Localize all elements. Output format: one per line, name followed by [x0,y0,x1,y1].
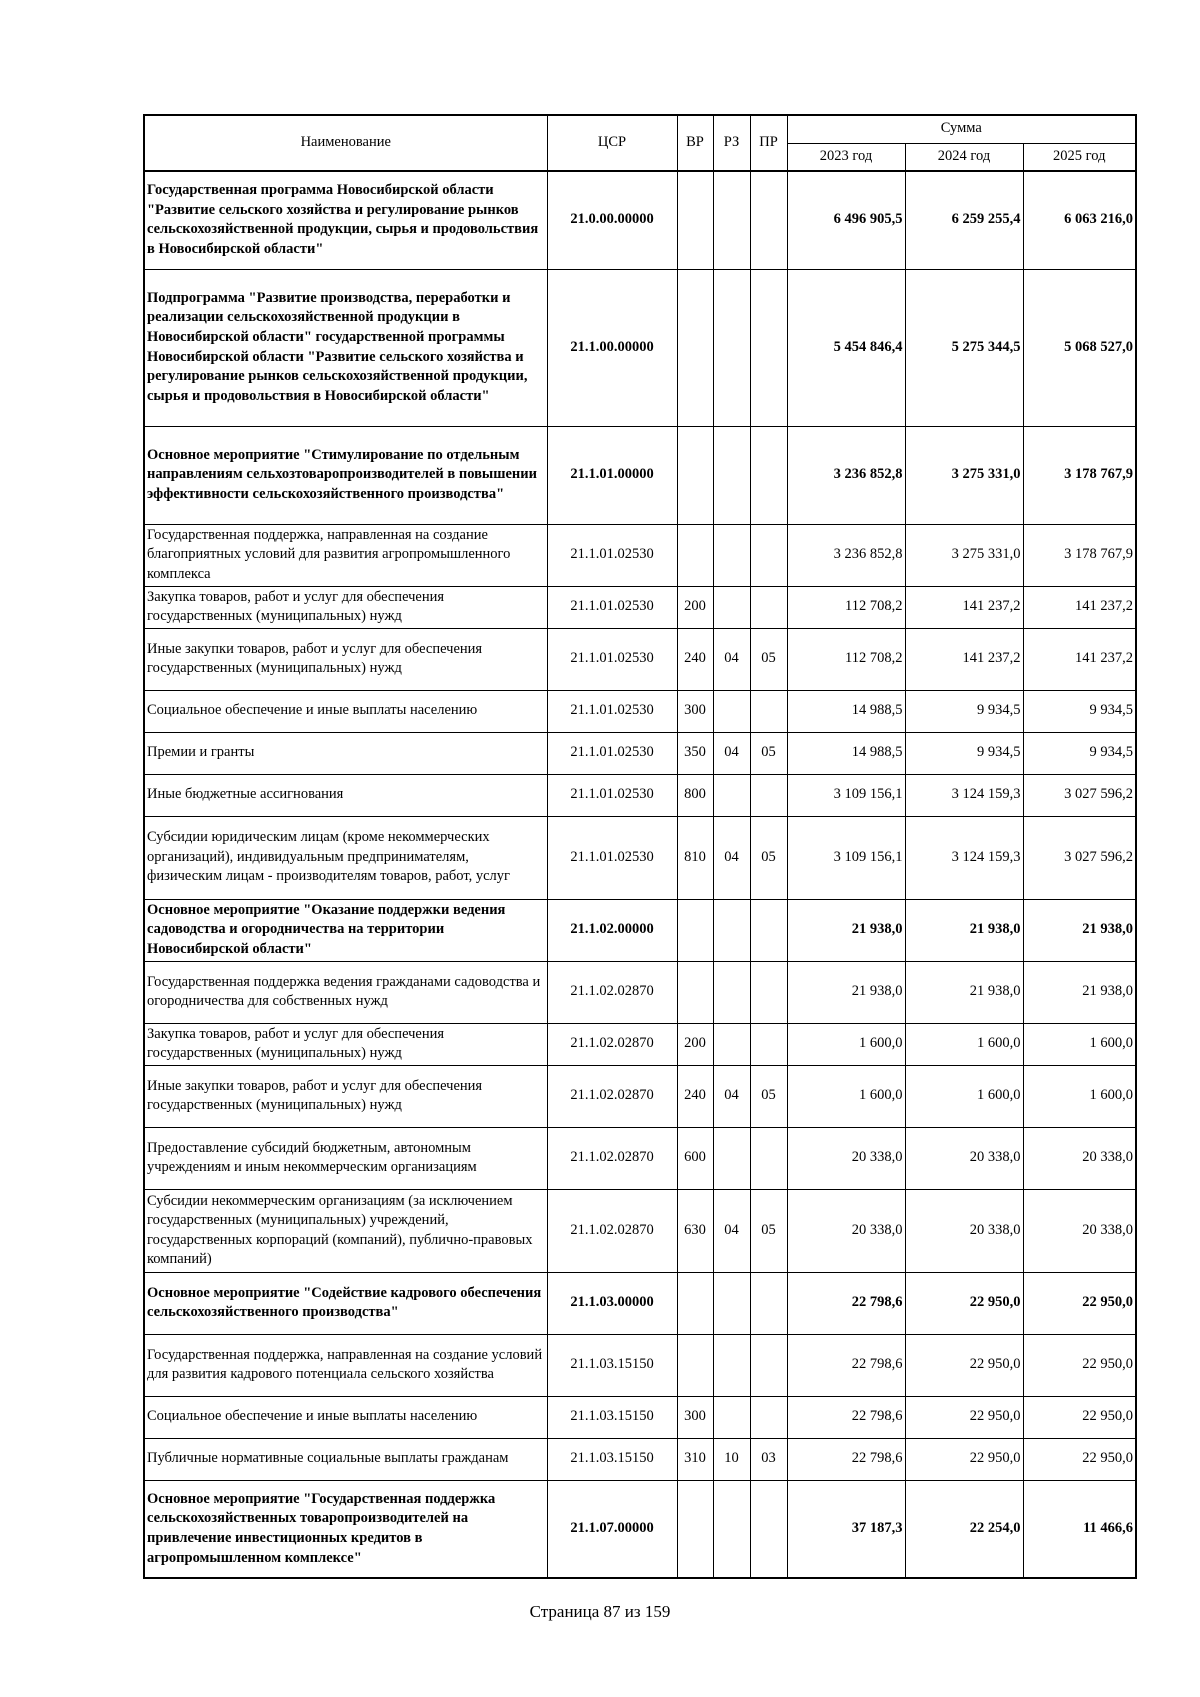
cell-pr [750,774,787,816]
cell-y2024: 1 600,0 [905,1065,1023,1127]
cell-name: Государственная поддержка, направленная на создание условий для развития кадрового потенциала сельского хозяйства [144,1334,547,1396]
cell-y2025: 1 600,0 [1023,1065,1136,1127]
cell-vr [677,426,713,524]
cell-vr [677,171,713,269]
table-row [144,1396,1136,1438]
cell-y2025: 22 950,0 [1023,1272,1136,1334]
cell-y2025: 6 063 216,0 [1023,171,1136,269]
header-vr: ВР [677,115,713,171]
cell-pr: 03 [750,1438,787,1480]
cell-y2023: 112 708,2 [787,586,905,628]
cell-name: Государственная программа Новосибирской области "Развитие сельского хозяйства и регулирование рынков сельскохозяйственной продукции, сырья и продовольствия в Новосибирской области" [144,171,547,269]
table-row [144,586,1136,628]
cell-y2023: 21 938,0 [787,961,905,1023]
cell-y2025: 20 338,0 [1023,1127,1136,1189]
cell-y2023: 1 600,0 [787,1023,905,1065]
cell-vr [677,1272,713,1334]
cell-csr: 21.1.03.15150 [547,1438,677,1480]
cell-y2024: 22 950,0 [905,1438,1023,1480]
cell-rz [713,961,750,1023]
cell-vr: 200 [677,586,713,628]
cell-y2025: 3 178 767,9 [1023,524,1136,586]
table-row [144,628,1136,690]
cell-y2023: 22 798,6 [787,1438,905,1480]
cell-y2024: 20 338,0 [905,1127,1023,1189]
cell-vr: 600 [677,1127,713,1189]
cell-pr [750,1396,787,1438]
cell-y2024: 21 938,0 [905,961,1023,1023]
table-row [144,1438,1136,1480]
table-row [144,524,1136,586]
table-row [144,269,1136,426]
header-sum: Сумма [787,115,1136,143]
table-row [144,1189,1136,1272]
cell-y2025: 3 178 767,9 [1023,426,1136,524]
cell-y2024: 3 275 331,0 [905,524,1023,586]
table-row [144,1334,1136,1396]
cell-y2024: 3 124 159,3 [905,816,1023,899]
cell-pr: 05 [750,1065,787,1127]
cell-vr: 800 [677,774,713,816]
cell-vr: 200 [677,1023,713,1065]
cell-y2023: 14 988,5 [787,732,905,774]
cell-y2024: 9 934,5 [905,690,1023,732]
cell-y2024: 6 259 255,4 [905,171,1023,269]
cell-y2024: 5 275 344,5 [905,269,1023,426]
header-2025: 2025 год [1023,143,1136,171]
cell-vr [677,1334,713,1396]
cell-y2025: 21 938,0 [1023,899,1136,961]
cell-name: Иные закупки товаров, работ и услуг для обеспечения государственных (муниципальных) нужд [144,628,547,690]
cell-pr [750,426,787,524]
cell-y2023: 22 798,6 [787,1272,905,1334]
cell-y2023: 20 338,0 [787,1127,905,1189]
cell-name: Основное мероприятие "Оказание поддержки ведения садоводства и огородничества на территории Новосибирской области" [144,899,547,961]
cell-y2025: 141 237,2 [1023,628,1136,690]
cell-rz [713,269,750,426]
table-row [144,1065,1136,1127]
cell-pr [750,524,787,586]
cell-y2023: 14 988,5 [787,690,905,732]
cell-pr [750,899,787,961]
cell-csr: 21.1.02.02870 [547,961,677,1023]
cell-name: Государственная поддержка, направленная на создание благоприятных условий для развития агропромышленного комплекса [144,524,547,586]
cell-vr: 240 [677,628,713,690]
cell-y2025: 9 934,5 [1023,732,1136,774]
cell-name: Закупка товаров, работ и услуг для обеспечения государственных (муниципальных) нужд [144,1023,547,1065]
cell-y2025: 5 068 527,0 [1023,269,1136,426]
cell-rz [713,1334,750,1396]
cell-vr: 310 [677,1438,713,1480]
cell-vr: 810 [677,816,713,899]
cell-rz: 04 [713,732,750,774]
cell-csr: 21.1.01.02530 [547,524,677,586]
cell-pr [750,1480,787,1578]
cell-name: Иные закупки товаров, работ и услуг для обеспечения государственных (муниципальных) нужд [144,1065,547,1127]
cell-rz [713,1272,750,1334]
cell-pr [750,961,787,1023]
cell-y2024: 22 950,0 [905,1396,1023,1438]
table-row [144,690,1136,732]
header-pr: ПР [750,115,787,171]
cell-pr [750,586,787,628]
header-2023: 2023 год [787,143,905,171]
cell-rz [713,524,750,586]
cell-name: Основное мероприятие "Государственная поддержка сельскохозяйственных товаропроизводителей на привлечение инвестиционных кредитов в агропромышленном комплексе" [144,1480,547,1578]
cell-csr: 21.1.01.02530 [547,690,677,732]
cell-y2025: 11 466,6 [1023,1480,1136,1578]
header-name: Наименование [144,115,547,171]
cell-csr: 21.1.01.02530 [547,732,677,774]
cell-csr: 21.1.02.02870 [547,1127,677,1189]
cell-name: Иные бюджетные ассигнования [144,774,547,816]
cell-csr: 21.1.03.15150 [547,1396,677,1438]
cell-csr: 21.1.07.00000 [547,1480,677,1578]
cell-y2024: 21 938,0 [905,899,1023,961]
cell-y2024: 141 237,2 [905,586,1023,628]
cell-rz: 04 [713,816,750,899]
cell-name: Основное мероприятие "Содействие кадрового обеспечения сельскохозяйственного производства" [144,1272,547,1334]
cell-y2025: 9 934,5 [1023,690,1136,732]
budget-table [143,114,1137,1579]
cell-rz [713,899,750,961]
cell-y2023: 37 187,3 [787,1480,905,1578]
cell-y2025: 3 027 596,2 [1023,816,1136,899]
cell-name: Предоставление субсидий бюджетным, автономным учреждениям и иным некоммерческим организациям [144,1127,547,1189]
cell-vr [677,269,713,426]
cell-vr [677,961,713,1023]
cell-vr [677,524,713,586]
page-number: Страница 87 из 159 [529,1602,671,1621]
cell-y2023: 3 109 156,1 [787,774,905,816]
table-row [144,774,1136,816]
cell-pr: 05 [750,628,787,690]
cell-rz: 10 [713,1438,750,1480]
table-header [144,115,1136,171]
cell-vr: 240 [677,1065,713,1127]
cell-y2023: 20 338,0 [787,1189,905,1272]
cell-csr: 21.1.02.02870 [547,1065,677,1127]
cell-y2024: 22 950,0 [905,1334,1023,1396]
cell-rz [713,690,750,732]
cell-y2025: 22 950,0 [1023,1396,1136,1438]
cell-y2023: 3 109 156,1 [787,816,905,899]
cell-rz: 04 [713,1189,750,1272]
cell-y2024: 141 237,2 [905,628,1023,690]
cell-name: Субсидии юридическим лицам (кроме некоммерческих организаций), индивидуальным предпринимателям, физическим лицам - производителям товаров, работ, услуг [144,816,547,899]
cell-pr [750,1127,787,1189]
table-body [144,171,1136,1578]
cell-vr [677,899,713,961]
table-row [144,899,1136,961]
table-row [144,1480,1136,1578]
cell-pr [750,269,787,426]
table-row [144,1272,1136,1334]
cell-name: Государственная поддержка ведения гражданами садоводства и огородничества для собственных нужд [144,961,547,1023]
cell-y2024: 3 124 159,3 [905,774,1023,816]
table-row [144,1023,1136,1065]
header-2024: 2024 год [905,143,1023,171]
cell-rz [713,1396,750,1438]
cell-y2023: 6 496 905,5 [787,171,905,269]
cell-y2023: 22 798,6 [787,1396,905,1438]
cell-rz [713,171,750,269]
cell-y2025: 21 938,0 [1023,961,1136,1023]
cell-pr [750,1334,787,1396]
cell-y2025: 20 338,0 [1023,1189,1136,1272]
cell-csr: 21.1.01.02530 [547,816,677,899]
cell-rz: 04 [713,1065,750,1127]
cell-pr: 05 [750,1189,787,1272]
cell-rz [713,1127,750,1189]
cell-pr [750,1023,787,1065]
cell-y2024: 3 275 331,0 [905,426,1023,524]
cell-name: Субсидии некоммерческим организациям (за исключением государственных (муниципальных) учреждений, государственных корпораций (компаний), публично-правовых компаний) [144,1189,547,1272]
cell-csr: 21.1.01.02530 [547,628,677,690]
cell-y2023: 1 600,0 [787,1065,905,1127]
cell-y2023: 3 236 852,8 [787,426,905,524]
cell-y2025: 22 950,0 [1023,1334,1136,1396]
cell-csr: 21.1.01.00000 [547,426,677,524]
cell-vr: 300 [677,690,713,732]
cell-csr: 21.1.03.00000 [547,1272,677,1334]
cell-pr [750,171,787,269]
cell-y2024: 1 600,0 [905,1023,1023,1065]
cell-y2024: 22 950,0 [905,1272,1023,1334]
cell-name: Социальное обеспечение и иные выплаты населению [144,1396,547,1438]
cell-vr: 350 [677,732,713,774]
cell-rz [713,774,750,816]
cell-vr [677,1480,713,1578]
cell-rz [713,1023,750,1065]
cell-rz [713,586,750,628]
cell-y2024: 22 254,0 [905,1480,1023,1578]
table-row [144,732,1136,774]
table-row [144,426,1136,524]
cell-y2025: 141 237,2 [1023,586,1136,628]
cell-name: Социальное обеспечение и иные выплаты населению [144,690,547,732]
cell-y2023: 112 708,2 [787,628,905,690]
cell-name: Основное мероприятие "Стимулирование по отдельным направлениям сельхозтоваропроизводителей в повышении эффективности сельскохозяйственного производства" [144,426,547,524]
table-row [144,171,1136,269]
cell-y2024: 9 934,5 [905,732,1023,774]
header-csr: ЦСР [547,115,677,171]
cell-name: Публичные нормативные социальные выплаты гражданам [144,1438,547,1480]
cell-vr: 300 [677,1396,713,1438]
cell-rz [713,426,750,524]
cell-csr: 21.1.02.00000 [547,899,677,961]
cell-csr: 21.0.00.00000 [547,171,677,269]
cell-csr: 21.1.02.02870 [547,1023,677,1065]
cell-csr: 21.1.02.02870 [547,1189,677,1272]
cell-y2025: 22 950,0 [1023,1438,1136,1480]
cell-pr: 05 [750,816,787,899]
cell-csr: 21.1.01.02530 [547,774,677,816]
cell-name: Закупка товаров, работ и услуг для обеспечения государственных (муниципальных) нужд [144,586,547,628]
cell-name: Премии и гранты [144,732,547,774]
cell-csr: 21.1.01.02530 [547,586,677,628]
cell-csr: 21.1.03.15150 [547,1334,677,1396]
cell-y2024: 20 338,0 [905,1189,1023,1272]
cell-y2025: 1 600,0 [1023,1023,1136,1065]
table-row [144,961,1136,1023]
cell-vr: 630 [677,1189,713,1272]
cell-y2023: 22 798,6 [787,1334,905,1396]
cell-y2023: 3 236 852,8 [787,524,905,586]
cell-name: Подпрограмма "Развитие производства, переработки и реализации сельскохозяйственной продукции в Новосибирской области" государственной программы Новосибирской области "Развитие сельского хозяйства и регулирование рынков сельскохозяйственной продукции, сырья и продовольствия в Новосибирской области" [144,269,547,426]
cell-pr [750,690,787,732]
header-rz: РЗ [713,115,750,171]
cell-y2025: 3 027 596,2 [1023,774,1136,816]
cell-y2023: 5 454 846,4 [787,269,905,426]
cell-rz [713,1480,750,1578]
cell-rz: 04 [713,628,750,690]
table-row [144,816,1136,899]
cell-y2023: 21 938,0 [787,899,905,961]
table-row [144,1127,1136,1189]
cell-csr: 21.1.00.00000 [547,269,677,426]
cell-pr: 05 [750,732,787,774]
cell-pr [750,1272,787,1334]
